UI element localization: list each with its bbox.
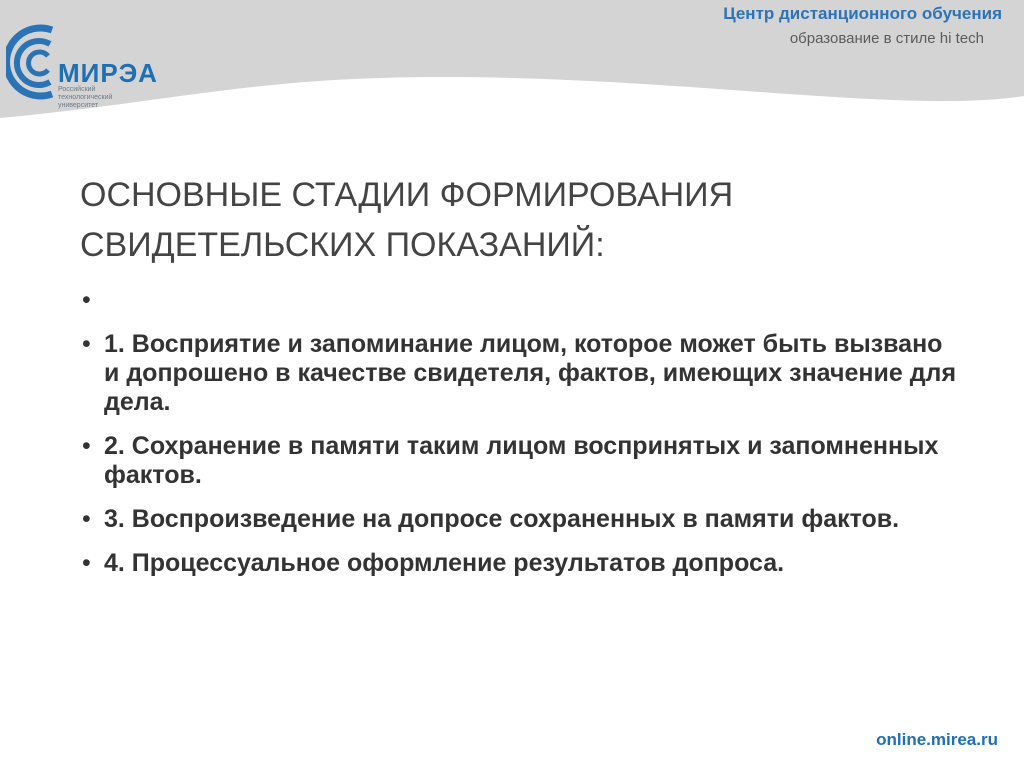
- slide-title-line-1: ОСНОВНЫЕ СТАДИИ ФОРМИРОВАНИЯ: [80, 176, 734, 214]
- slide-title: [80, 170, 940, 270]
- center-subtitle: образование в стиле hi tech: [789, 30, 984, 47]
- bullet-text: 4. Процессуальное оформление результатов допроса.: [104, 549, 785, 577]
- bullet-dot-icon: •: [82, 330, 91, 358]
- logo-arcs-icon: [6, 8, 66, 112]
- bullet-dot-icon: •: [82, 505, 91, 533]
- bullet-item-1: [80, 330, 960, 417]
- bullet-dot-icon: •: [82, 286, 91, 314]
- footer-url-link[interactable]: online.mirea.ru: [876, 730, 998, 749]
- logo-subtitle: Российский технологический университет: [58, 86, 113, 109]
- bullet-text: 2. Сохранение в памяти таким лицом воспринятых и запомненных фактов.: [104, 432, 939, 489]
- bullet-item-empty: [80, 286, 960, 315]
- bullet-dot-icon: •: [82, 549, 91, 577]
- slide-title-line-2: СВИДЕТЕЛЬСКИХ ПОКАЗАНИЙ:: [80, 226, 605, 264]
- logo-name: МИРЭА: [58, 58, 158, 88]
- bullet-item-3: [80, 505, 960, 534]
- bullet-text: 1. Восприятие и запоминание лицом, которое может быть вызвано и допрошено в качестве свидетеля, фактов, имеющих значение для дела.: [104, 330, 957, 416]
- bullet-list: [80, 286, 960, 593]
- bullet-item-2: [80, 432, 960, 490]
- bullet-item-4: [80, 549, 960, 578]
- bullet-text: 3. Воспроизведение на допросе сохраненных в памяти фактов.: [104, 505, 900, 533]
- center-title: Центр дистанционного обучения: [723, 4, 1002, 23]
- bullet-dot-icon: •: [82, 432, 91, 460]
- mirea-logo[interactable]: [6, 8, 176, 112]
